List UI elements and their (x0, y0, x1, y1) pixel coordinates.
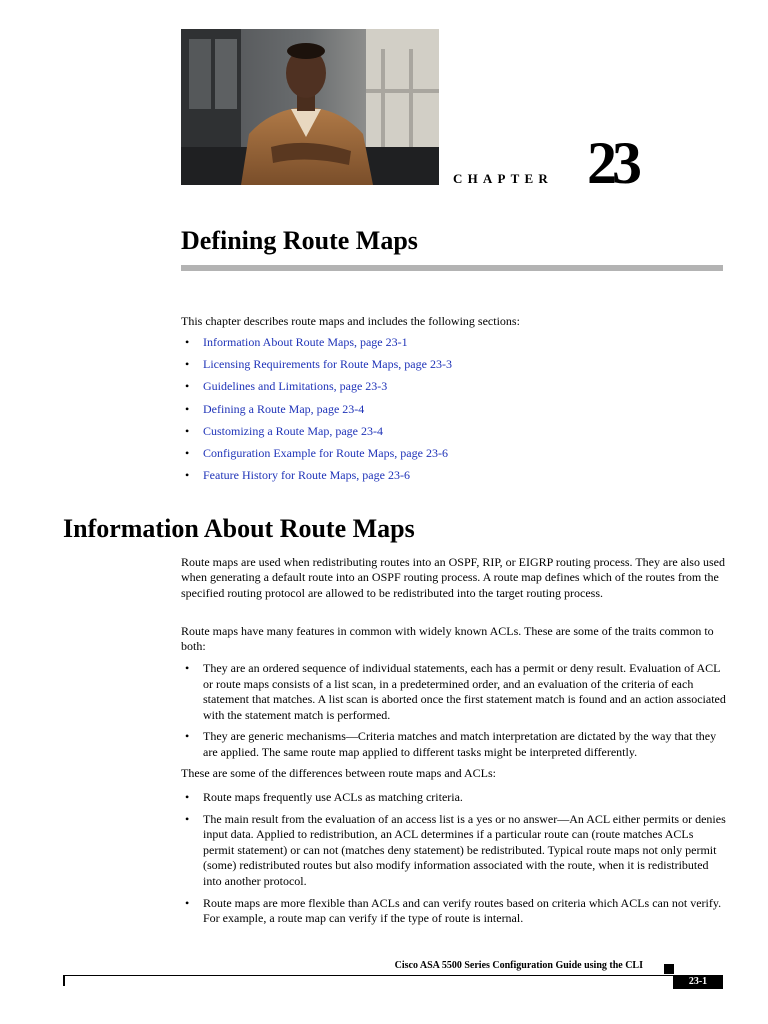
trait-ordered-sequence: They are an ordered sequence of individual statements, each has a permit or deny result. Evaluation of ACL or route maps consists of a list scan, in a predetermined order, and an evaluation of the criteria of each statement that matches. A list scan is aborted once the first statement match is found and an action associated with the statement match is performed. (203, 661, 726, 722)
title-rule (181, 265, 723, 271)
bullet-icon: • (185, 401, 190, 416)
trait-generic-mechanisms: They are generic mechanisms—Criteria matches and match interpretation are dictated by the way that they are applied. The same route map applied to different tasks might be interpreted differently. (203, 729, 717, 759)
intro-text: This chapter describes route maps and includes the following sections: (181, 314, 520, 328)
toc-item (181, 334, 452, 356)
chapter-number: 23 (587, 130, 637, 196)
footer-marker (664, 964, 674, 974)
bullet-icon: • (185, 468, 190, 483)
toc-item (181, 445, 452, 467)
toc-link-guidelines[interactable]: Guidelines and Limitations, page 23-3 (203, 379, 388, 394)
bullet-icon: • (185, 445, 190, 460)
bullet-icon: • (185, 335, 190, 349)
toc-item (181, 378, 452, 400)
person-photo-illustration (181, 29, 439, 185)
footer-rule-tick (63, 976, 65, 986)
difference-acl-criteria: Route maps frequently use ACLs as matching criteria. (203, 790, 463, 804)
chapter-title: Defining Route Maps (181, 226, 418, 255)
toc-link-configuration-example[interactable]: Configuration Example for Route Maps, page 23-6 (203, 445, 448, 460)
list-item (181, 729, 726, 760)
toc-item (181, 423, 452, 445)
section-toc (181, 334, 452, 489)
toc-item (181, 401, 452, 423)
list-item (181, 790, 726, 806)
toc-item (181, 467, 452, 489)
differences-list (181, 790, 726, 927)
list-item (181, 896, 726, 927)
difference-main-result: The main result from the evaluation of an access list is a yes or no answer—An ACL either permits or denies input data. Applied to redistribution, an ACL determines if a particular route can (route matches ACLs permit statement) or can not (matches deny statement) be redistributed. Typical route maps not only permit (some) redistributed routes but also modify information associated with the route, when it is redistributed into another protocol. (203, 811, 726, 888)
difference-flexibility: Route maps are more flexible than ACLs and can verify routes based on criteria which ACLs can not verify. For example, a route map can verify if the type of route is internal. (203, 895, 722, 926)
bullet-icon: • (185, 895, 190, 910)
bullet-icon: • (185, 357, 190, 372)
bullet-icon: • (185, 729, 190, 744)
toc-link-information[interactable]: Information About Route Maps, page 23-1 (203, 335, 408, 349)
list-item (181, 812, 726, 890)
paragraph-route-maps-usage: Route maps are used when redistributing routes into an OSPF, RIP, or EIGRP routing process. They are also used when generating a default route into an OSPF routing process. A route map defines which of the routes from the specified routing protocol are allowed to be redistributed into the target routing process. (181, 555, 725, 600)
chapter-label: CHAPTER (453, 171, 553, 186)
footer-rule (63, 975, 723, 976)
bullet-icon: • (185, 790, 190, 804)
paragraph-common-traits: Route maps have many features in common with widely known ACLs. These are some of the traits common to both: (181, 624, 714, 654)
paragraph-differences: These are some of the differences between route maps and ACLs: (181, 766, 496, 780)
page-number-badge: 23-1 (673, 975, 723, 989)
toc-link-defining[interactable]: Defining a Route Map, page 23-4 (203, 401, 365, 416)
chapter-photo (181, 29, 439, 185)
toc-item (181, 356, 452, 378)
bullet-icon: • (185, 379, 190, 394)
toc-link-licensing[interactable]: Licensing Requirements for Route Maps, page 23-3 (203, 357, 452, 372)
toc-link-customizing[interactable]: Customizing a Route Map, page 23-4 (203, 423, 383, 438)
toc-link-feature-history[interactable]: Feature History for Route Maps, page 23-6 (203, 468, 410, 483)
traits-list (181, 661, 726, 761)
bullet-icon: • (185, 423, 190, 438)
footer-guide-title: Cisco ASA 5500 Series Configuration Guide using the CLI (394, 960, 643, 971)
bullet-icon: • (185, 811, 190, 826)
section-heading: Information About Route Maps (63, 514, 415, 543)
bullet-icon: • (185, 661, 190, 675)
list-item (181, 661, 726, 723)
